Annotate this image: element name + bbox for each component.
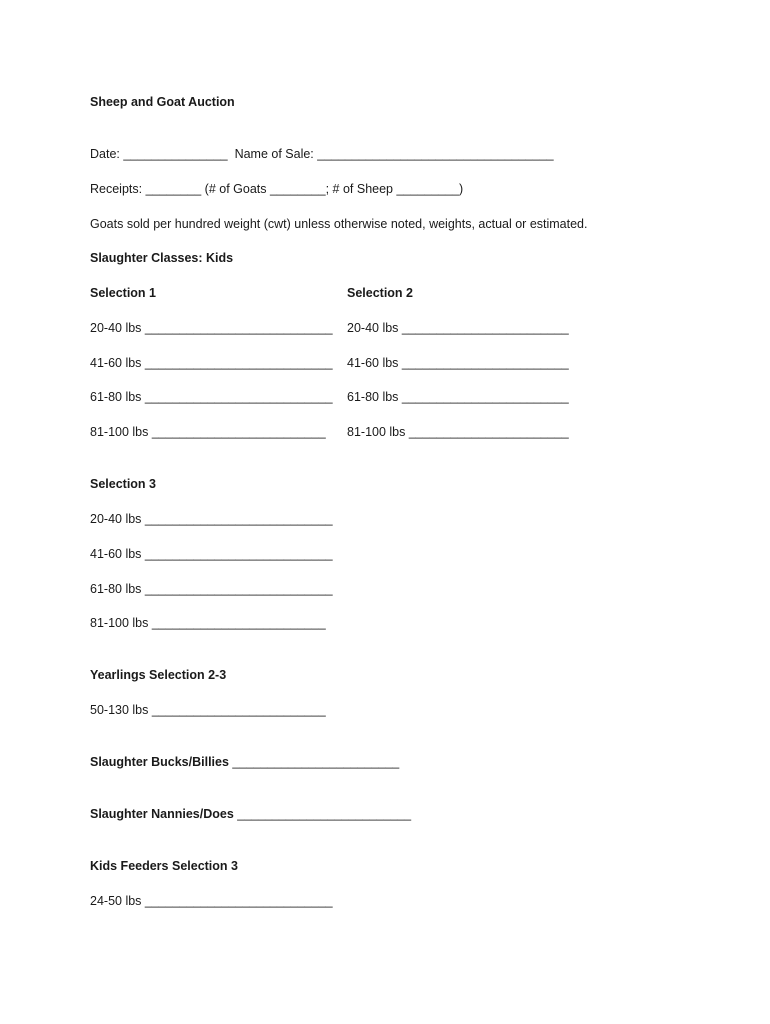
kids-feeders-heading: Kids Feeders Selection 3: [90, 859, 238, 873]
selection-2-row: 20-40 lbs ________________________: [347, 321, 569, 335]
selection-1-row: 41-60 lbs ___________________________: [90, 356, 333, 370]
yearlings-heading: Yearlings Selection 2-3: [90, 668, 227, 682]
selection-1-row: 81-100 lbs _________________________: [90, 425, 326, 439]
selection-2-row: 81-100 lbs _______________________: [347, 425, 569, 439]
selection-3-row: 81-100 lbs _________________________: [90, 616, 326, 630]
selection-2-row: 41-60 lbs ________________________: [347, 356, 569, 370]
selection-3-row: 61-80 lbs ___________________________: [90, 582, 333, 596]
selection-3-row: 20-40 lbs ___________________________: [90, 512, 333, 526]
selection-1-row: 20-40 lbs ___________________________: [90, 321, 333, 335]
slaughter-classes-heading: Slaughter Classes: Kids: [90, 251, 234, 265]
kids-feeders-row: 24-50 lbs ___________________________: [90, 894, 333, 908]
selection-3-row: 41-60 lbs ___________________________: [90, 547, 333, 561]
selection-2-row: 61-80 lbs ________________________: [347, 390, 569, 404]
yearlings-row: 50-130 lbs _________________________: [90, 703, 326, 717]
slaughter-bucks-line: [90, 754, 399, 770]
slaughter-nannies-label: Slaughter Nannies/Does: [90, 807, 234, 821]
date-name-of-sale-line: Date: _______________ Name of Sale: __________________________________: [90, 147, 554, 161]
slaughter-nannies-blank: _________________________: [233, 807, 412, 821]
document-title: Sheep and Goat Auction: [90, 95, 235, 109]
selection-1-row: 61-80 lbs ___________________________: [90, 390, 333, 404]
slaughter-bucks-label: Slaughter Bucks/Billies: [90, 755, 229, 769]
selection-1-heading: Selection 1: [90, 286, 156, 300]
weight-note-line: Goats sold per hundred weight (cwt) unless otherwise noted, weights, actual or estimated.: [90, 217, 588, 231]
slaughter-nannies-line: [90, 806, 411, 822]
selection-3-heading: Selection 3: [90, 477, 156, 491]
receipts-line: Receipts: ________ (# of Goats ________; # of Sheep _________): [90, 182, 464, 196]
slaughter-bucks-blank: ________________________: [228, 755, 400, 769]
selection-2-heading: Selection 2: [347, 286, 413, 300]
